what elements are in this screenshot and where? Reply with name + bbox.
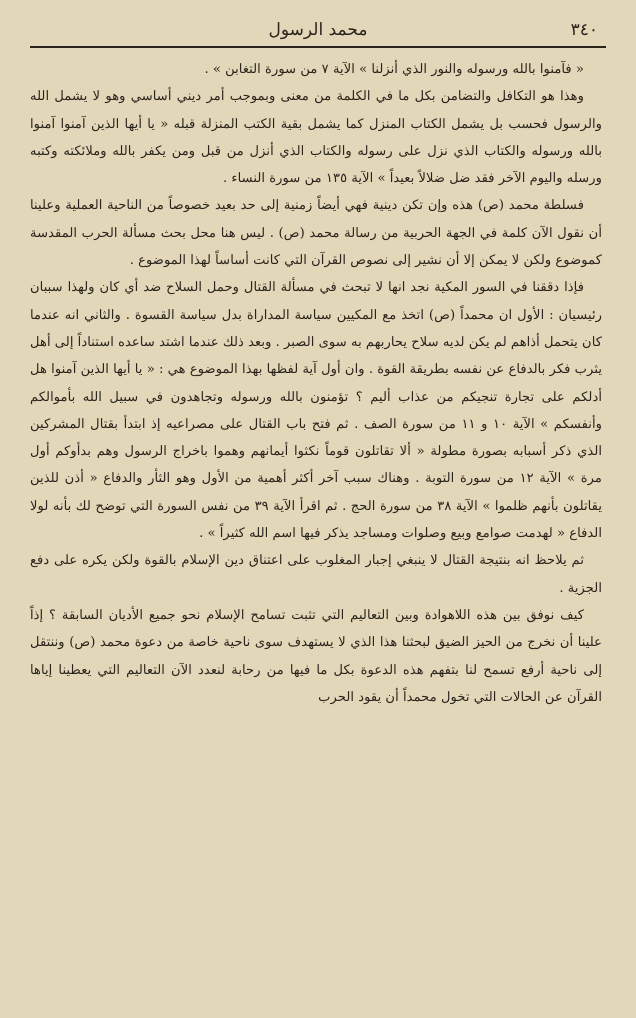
body-text bbox=[30, 56, 602, 711]
paragraph-3: فسلطة محمد (ص) هذه وإن تكن دينية فهي أيضاً زمنية إلى حد بعيد خصوصاً من الناحية العملية وعلينا أن نقول الآن كلمة في الجهة الحربية من رسالة محمد (ص) . ليس هنا محل بحث مسألة الحرب المقدسة كموضوع ولكن لا يمكن إلا أن نشير إلى نصوص القرآن التي كانت أساساً لهذا الموضوع . bbox=[30, 198, 602, 269]
paragraph-5: ثم يلاحظ انه بنتيجة القتال لا ينبغي إجبار المغلوب على اعتناق دين الإسلام بالقوة ولكن يكره على دفع الجزية . bbox=[30, 553, 602, 596]
paragraph-1: « فآمنوا بالله ورسوله والنور الذي أنزلنا » الآية ٧ من سورة التغابن » . bbox=[204, 62, 584, 77]
paragraph-6: كيف نوفق بين هذه اللاهوادة وبين التعاليم التي تثبت تسامح الإسلام نحو جميع الأديان السابقة ؟ إذاً علينا أن نخرج من الحيز الضيق لبحثنا هذا الذي لا يستهدف سوى ناحية خاصة من دعوة محمد (ص) وننتقل إلى ناحية أرفع تسمح لنا بتفهم هذه الدعوة بكل ما فيها من رحابة لنعدد الآن التعاليم التي يعطينا إياها القرآن عن الحالات التي تخول محمداً أن يقود الحرب bbox=[30, 607, 602, 705]
header-rule bbox=[30, 46, 606, 48]
running-title: محمد الرسول bbox=[268, 20, 368, 40]
page-header bbox=[32, 18, 604, 48]
page-number: ٣٤٠ bbox=[570, 20, 598, 40]
paragraph-4: فإذا دققنا في السور المكية نجد انها لا تبحث في مسألة القتال وحمل السلاح ضد أي كان ولهذا سببان رئيسيان : الأول ان محمداً (ص) اتخذ مع المكيين سياسة المداراة بدل سياسة القسوة . والثاني انه عندما كان يتحمل أذاهم لم يكن لديه سلاح يحاربهم به سوى الصبر . وبعد ذلك عندما اشتد ساعده استناداً إلى أهل يثرب فكر بالدفاع عن نفسه بطريقة القوة . وان أول آية لفظها بهذا الموضوع هي : « يا أيها الذين آمنوا هل أدلكم على تجارة تنجيكم من عذاب أليم ؟ تؤمنون بالله ورسوله وتجاهدون في سبيل الله بأموالكم وأنفسكم » الآية ١٠ و ١١ من سورة الصف . ثم فتح باب القتال على مصراعيه إذ ابتدأ بقتال المشركين الذي ذكر أسبابه بصورة مطولة « ألا تقاتلون قوماً نكثوا أيمانهم وهموا باخراج الرسول وهم بدأوكم أول مرة » الآية ١٢ من سورة التوبة . وهناك سبب آخر أكثر أهمية من الأول وهو الثأر والدفاع « أذن للذين يقاتلون بأنهم ظلموا » الآية ٣٨ من سورة الحج . ثم اقرأ الآية ٣٩ من نفس السورة التي توضح لك بأنه لولا الدفاع « لهدمت صوامع وبيع وصلوات ومساجد يذكر فيها اسم الله كثيراً » . bbox=[30, 280, 602, 542]
paragraph-2: وهذا هو التكافل والتضامن بكل ما في الكلمة من معنى وبموجب أمر ديني أساسي وهو لا يشمل الله والرسول فحسب بل يشمل الكتاب المنزل كما يشمل بقية الكتب المنزلة قبله « يا أيها الذين آمنوا آمنوا بالله ورسوله والكتاب الذي نزل على رسوله والكتاب الذي أنزل من قبل ومن يكفر بالله وملائكته وكتبه ورسله واليوم الآخر فقد ضل ضلالاً بعيداً » الآية ١٣٥ من سورة النساء . bbox=[30, 89, 602, 187]
